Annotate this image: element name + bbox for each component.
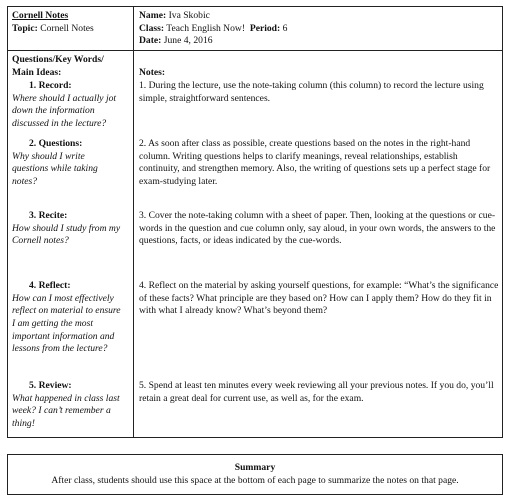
- step-title: 5. Review:: [29, 380, 72, 391]
- question-line: notes?: [12, 175, 38, 187]
- name-label: Name:: [139, 10, 167, 21]
- question-line: thing!: [12, 417, 35, 429]
- step-questions-question: [12, 138, 132, 189]
- question-line: How should I study from my: [12, 222, 121, 234]
- summary-text: After class, students should use this space at the bottom of each page to summarize the notes on that page.: [51, 474, 459, 486]
- class-label: Class:: [139, 22, 165, 34]
- step-reflect-note: [139, 280, 499, 318]
- step-recite-question: [12, 210, 132, 248]
- header-left: [12, 10, 132, 35]
- question-line: reflect on material to ensure: [12, 305, 121, 317]
- question-line: What happened in class last: [12, 392, 120, 404]
- name-line: [139, 10, 499, 23]
- date-line: [139, 35, 499, 48]
- step-record-note: [139, 80, 499, 105]
- note-text: 4. Reflect on the material by asking yourself questions, for example: “What’s the significance of these facts? What principle are they based on? How can I apply them? How do they fit in with what I already know? What’s beyond them?: [139, 280, 499, 317]
- step-title: 1. Record:: [29, 80, 72, 91]
- question-line: Cornell notes?: [12, 235, 69, 247]
- question-line: down the information: [12, 105, 95, 117]
- header-divider: [8, 50, 502, 51]
- left-heading-line-1: Questions/Key Words/: [12, 54, 104, 65]
- right-column-heading: [139, 67, 499, 80]
- cornell-notes-sheet: [7, 6, 503, 438]
- question-line: Why should I write: [12, 150, 85, 162]
- question-line: discussed in the lecture?: [12, 117, 107, 129]
- period-value: 6: [282, 22, 288, 34]
- doc-title: Cornell Notes: [12, 10, 69, 21]
- step-review-question: [12, 380, 132, 431]
- question-line: How can I most effectively: [12, 292, 114, 304]
- left-heading-line-2: Main Ideas:: [12, 66, 62, 78]
- step-reflect-question: [12, 280, 132, 356]
- question-line: Where should I actually jot: [12, 92, 117, 104]
- note-text: 3. Cover the note-taking column with a sheet of paper. Then, looking at the questions or cue-words in the question and cue column only, say aloud, in your own words, the answers to the questions, facts, or ideas indicated by the cue-words.: [139, 210, 496, 247]
- summary-title: Summary: [234, 462, 276, 473]
- column-divider: [133, 7, 134, 437]
- step-questions-note: [139, 138, 499, 189]
- note-text: 5. Spend at least ten minutes every week reviewing all your previous notes. If you do, you’ll retain a great deal for current use, as well as, for the exam.: [139, 380, 494, 404]
- note-text: 2. As soon after class as possible, create questions based on the notes in the right-hand column. Writing questions helps to clarify meanings, reveal relationships, establish continuity, and strengthen memory. Also, the writing of questions sets up a perfect stage for exam-studying later.: [139, 138, 491, 187]
- class-value: Teach English Now!: [166, 22, 246, 34]
- class-line: [139, 23, 499, 36]
- left-column-heading: [12, 54, 132, 79]
- date-label: Date:: [139, 35, 162, 47]
- header-right: [139, 10, 499, 48]
- step-review-note: [139, 380, 499, 405]
- step-title: 3. Recite:: [29, 210, 68, 221]
- step-recite-note: [139, 210, 499, 248]
- step-title: 2. Questions:: [29, 138, 83, 149]
- topic-value: Cornell Notes: [40, 22, 94, 34]
- question-line: important information and: [12, 330, 115, 342]
- question-line: week? I can’t remember a: [12, 405, 111, 417]
- topic-line: [12, 23, 132, 36]
- topic-label: Topic:: [12, 22, 38, 34]
- step-title: 4. Reflect:: [29, 280, 71, 291]
- question-line: lessons from the lecture?: [12, 343, 108, 355]
- step-record-question: [12, 80, 132, 131]
- question-line: I am getting the most: [12, 317, 94, 329]
- notes-heading: Notes:: [139, 67, 166, 78]
- date-value: June 4, 2016: [163, 35, 213, 47]
- name-value: Iva Skobic: [168, 10, 210, 21]
- question-line: questions while taking: [12, 163, 98, 175]
- note-text: 1. During the lecture, use the note-taking column (this column) to record the lecture using simple, straightforward sentences.: [139, 80, 484, 104]
- period-label: Period:: [249, 22, 281, 34]
- summary-box: [7, 454, 503, 495]
